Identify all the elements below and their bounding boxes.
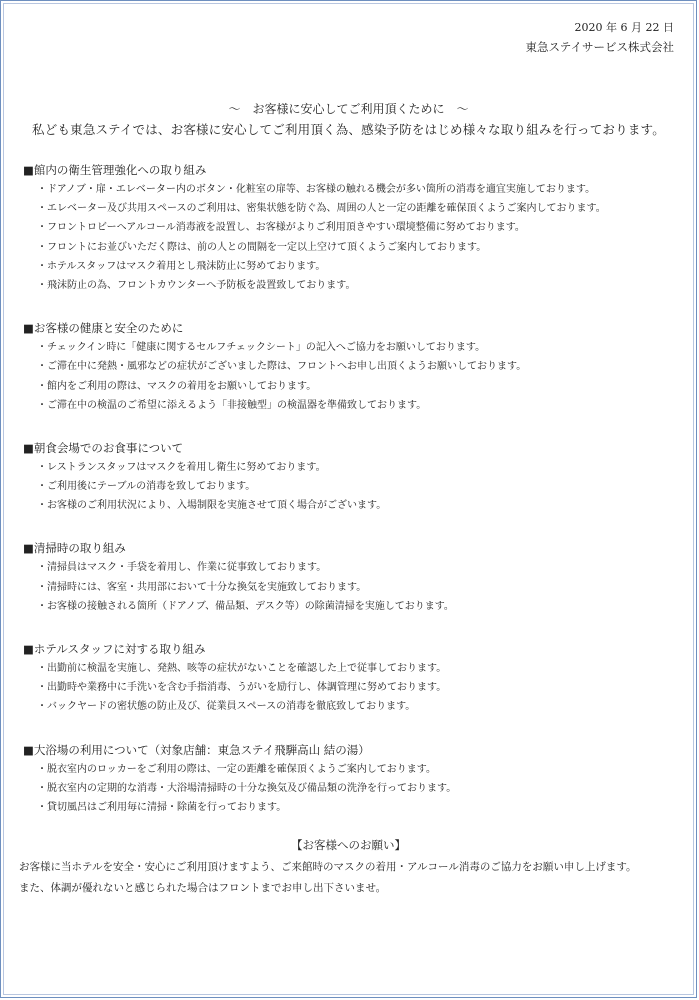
list-item: ・脱衣室内の定期的な消毒・大浴場清掃時の十分な換気及び備品類の洗浄を行っております。 [37,782,457,794]
list-item: ・ご利用後にテーブルの消毒を致しております。 [37,481,256,493]
notice-body [19,857,684,899]
list-item: ・レストランスタッフはマスクを着用し衛生に努めております。 [37,461,326,473]
list-item: ・脱衣室内のロッカーをご利用の際は、一定の距離を確保頂くようご案内しております。 [37,763,436,775]
section-bath [23,741,688,818]
list-item: ・ご滞在中に発熱・風邪などの症状がございました際は、フロントへお申し出頂くようお願いしております。 [37,361,527,373]
document-date: 2020 年 6 月 22 日 [574,21,674,34]
list-item: ・出勤前に検温を実施し、発熱、咳等の症状がないことを確認した上で従事しております。 [37,663,447,674]
section-heading: ■ホテルスタッフに対する取り組み [23,642,206,656]
notice-line: また、体調が優れないと感じられた場合はフロントまでお申し出下さいませ。 [19,882,387,894]
section-heading: ■お客様の健康と安全のために [23,321,184,336]
list-item: ・清掃員はマスク・手袋を着用し、作業に従事致しております。 [37,562,327,574]
list-item: ・出勤時や業務中に手洗いを含む手指消毒、うがいを励行し、体調管理に努めております。 [37,682,447,694]
list-item: ・ホテルスタッフはマスク着用とし飛沫防止に努めております。 [37,260,326,272]
section-breakfast [23,439,688,516]
list-item: ・館内をご利用の際は、マスクの着用をお願いしております。 [37,380,317,392]
list-item: ・チェックイン時に「健康に関するセルフチェックシート」の記入へご協力をお願いしております。 [37,342,486,354]
section-heading: ■清掃時の取り組み [23,541,126,556]
section-guest-health [23,319,688,415]
section-cleaning [23,539,688,616]
list-item: ・ご滞在中の検温のご希望に添えるよう「非接触型」の検温器を準備致しております。 [37,399,427,411]
list-item: ・バックヤードの密状態の防止及び、従業員スペースの消毒を徹底致しております。 [37,701,416,713]
notice-heading: 【お客様へのお願い】 [291,838,406,852]
document-title: 〜 お客様に安心してご利用頂くために 〜 [228,102,469,116]
section-hygiene [23,161,688,295]
list-item: ・エレベーター及び共用スペースのご利用は、密集状態を防ぐ為、周囲の人と一定の距離を確保頂くようご案内しております。 [37,203,606,215]
sections-container [23,161,688,841]
list-item: ・お客様の接触される箇所（ドアノブ、備品類、デスク等）の除菌清掃を実施しております。 [37,600,454,612]
list-item: ・フロントロビーへアルコール消毒液を設置し、お客様がよりご利用頂きやすい環境整備に努めております。 [37,222,525,234]
list-item: ・貸切風呂はご利用毎に清掃・除菌を行っております。 [37,801,287,813]
section-staff [23,640,688,717]
list-item: ・お客様のご利用状況により、入場制限を実施させて頂く場合がございます。 [37,500,387,512]
company-name: 東急ステイサービス株式会社 [525,40,674,54]
list-item: ・清掃時には、客室・共用部において十分な換気を実施致しております。 [37,581,367,593]
section-heading: ■館内の衛生管理強化への取り組み [23,163,207,177]
notice-line: お客様に当ホテルを安全・安心にご利用頂けますよう、ご来館時のマスクの着用・アルコール消毒のご協力をお願い申し上げます。 [19,861,637,873]
section-heading: ■朝食会場でのお食事について [23,440,184,455]
section-heading: ■大浴場の利用について（対象店舗：東急ステイ飛騨高山 結の湯） [23,742,370,757]
list-item: ・フロントにお並びいただく際は、前の人との間隔を一定以上空けて頂くようご案内しております。 [37,241,487,253]
document-subtitle: 私ども東急ステイでは、お客様に安心してご利用頂く為、感染予防をはじめ様々な取り組みを行っております。 [32,122,665,137]
list-item: ・飛沫防止の為、フロントカウンターへ予防板を設置致しております。 [37,279,356,291]
list-item: ・ドアノブ・扉・エレベーター内のボタン・化粧室の扉等、お客様の触れる機会が多い箇所の消毒を適宜実施しております。 [37,184,596,195]
